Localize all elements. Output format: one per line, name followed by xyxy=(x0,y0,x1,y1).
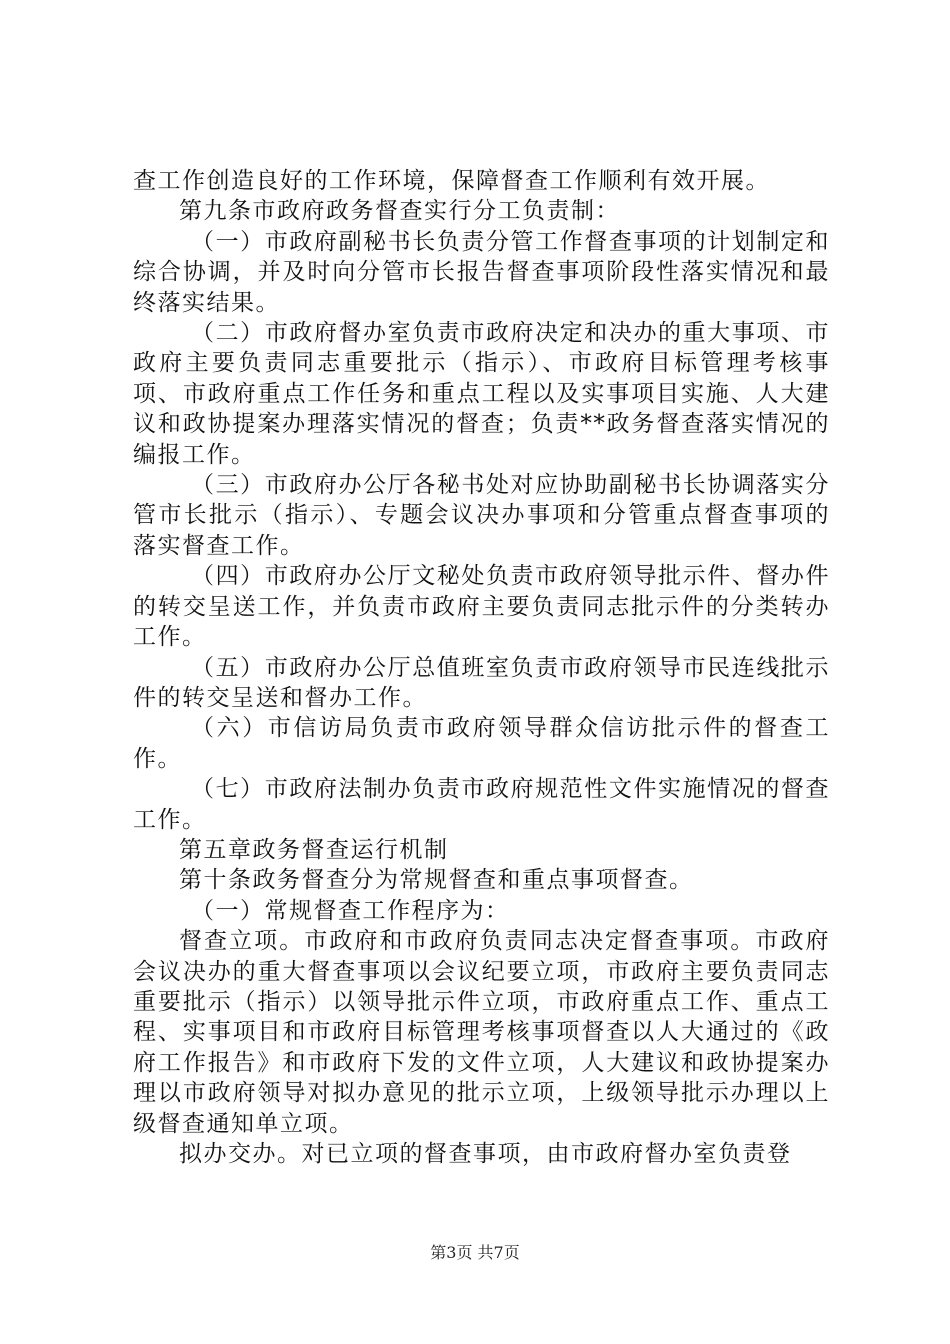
paragraph: 第五章政务督查运行机制 xyxy=(179,836,449,863)
paragraph: （一）常规督查工作程序为： xyxy=(191,897,510,924)
paragraph: 第九条市政府政务督查实行分工负责制： xyxy=(179,198,620,225)
paragraph: （二）市政府督办室负责市政府决定和决办的重大事项、市政府主要负责同志重要批示（指示）、市政府目标管理考核事项、市政府重点工作任务和重点工程以及实事项目实施、人大建议和政协提案办理落实情况的督查；负责**政务督查落实情况的编报工作。 xyxy=(133,320,830,468)
paragraph: （一）市政府副秘书长负责分管工作督查事项的计划制定和综合协调，并及时向分管市长报告督查事项阶段性落实情况和最终落实结果。 xyxy=(133,228,830,316)
paragraph: （四）市政府办公厅文秘处负责市政府领导批示件、督办件的转交呈送工作，并负责市政府主要负责同志批示件的分类转办工作。 xyxy=(133,563,830,651)
document-body xyxy=(133,166,830,1169)
paragraph: （五）市政府办公厅总值班室负责市政府领导市民连线批示件的转交呈送和督办工作。 xyxy=(133,654,830,711)
paragraph: 拟办交办。对已立项的督查事项，由市政府督办室负责登 xyxy=(179,1141,792,1167)
paragraph: （六）市信访局负责市政府领导群众信访批示件的督查工作。 xyxy=(133,715,830,772)
paragraph: 第十条政务督查分为常规督查和重点事项督查。 xyxy=(179,867,694,894)
paragraph: 查工作创造良好的工作环境，保障督查工作顺利有效开展。 xyxy=(133,168,770,194)
paragraph: （七）市政府法制办负责市政府规范性文件实施情况的督查工作。 xyxy=(133,776,830,833)
paragraph: 督查立项。市政府和市政府负责同志决定督查事项。市政府会议决办的重大督查事项以会议纪要立项，市政府主要负责同志重要批示（指示）以领导批示件立项，市政府重点工作、重点工程、实事项目和市政府目标管理考核事项督查以人大通过的《政府工作报告》和市政府下发的文件立项，人大建议和政协提案办理以市政府领导对拟办意见的批示立项，上级领导批示办理以上级督查通知单立项。 xyxy=(133,928,830,1137)
paragraph: （三）市政府办公厅各秘书处对应协助副秘书长协调落实分管市长批示（指示）、专题会议决办事项和分管重点督查事项的落实督查工作。 xyxy=(133,472,830,559)
page-footer: 第3页 共7页 xyxy=(430,1243,520,1262)
